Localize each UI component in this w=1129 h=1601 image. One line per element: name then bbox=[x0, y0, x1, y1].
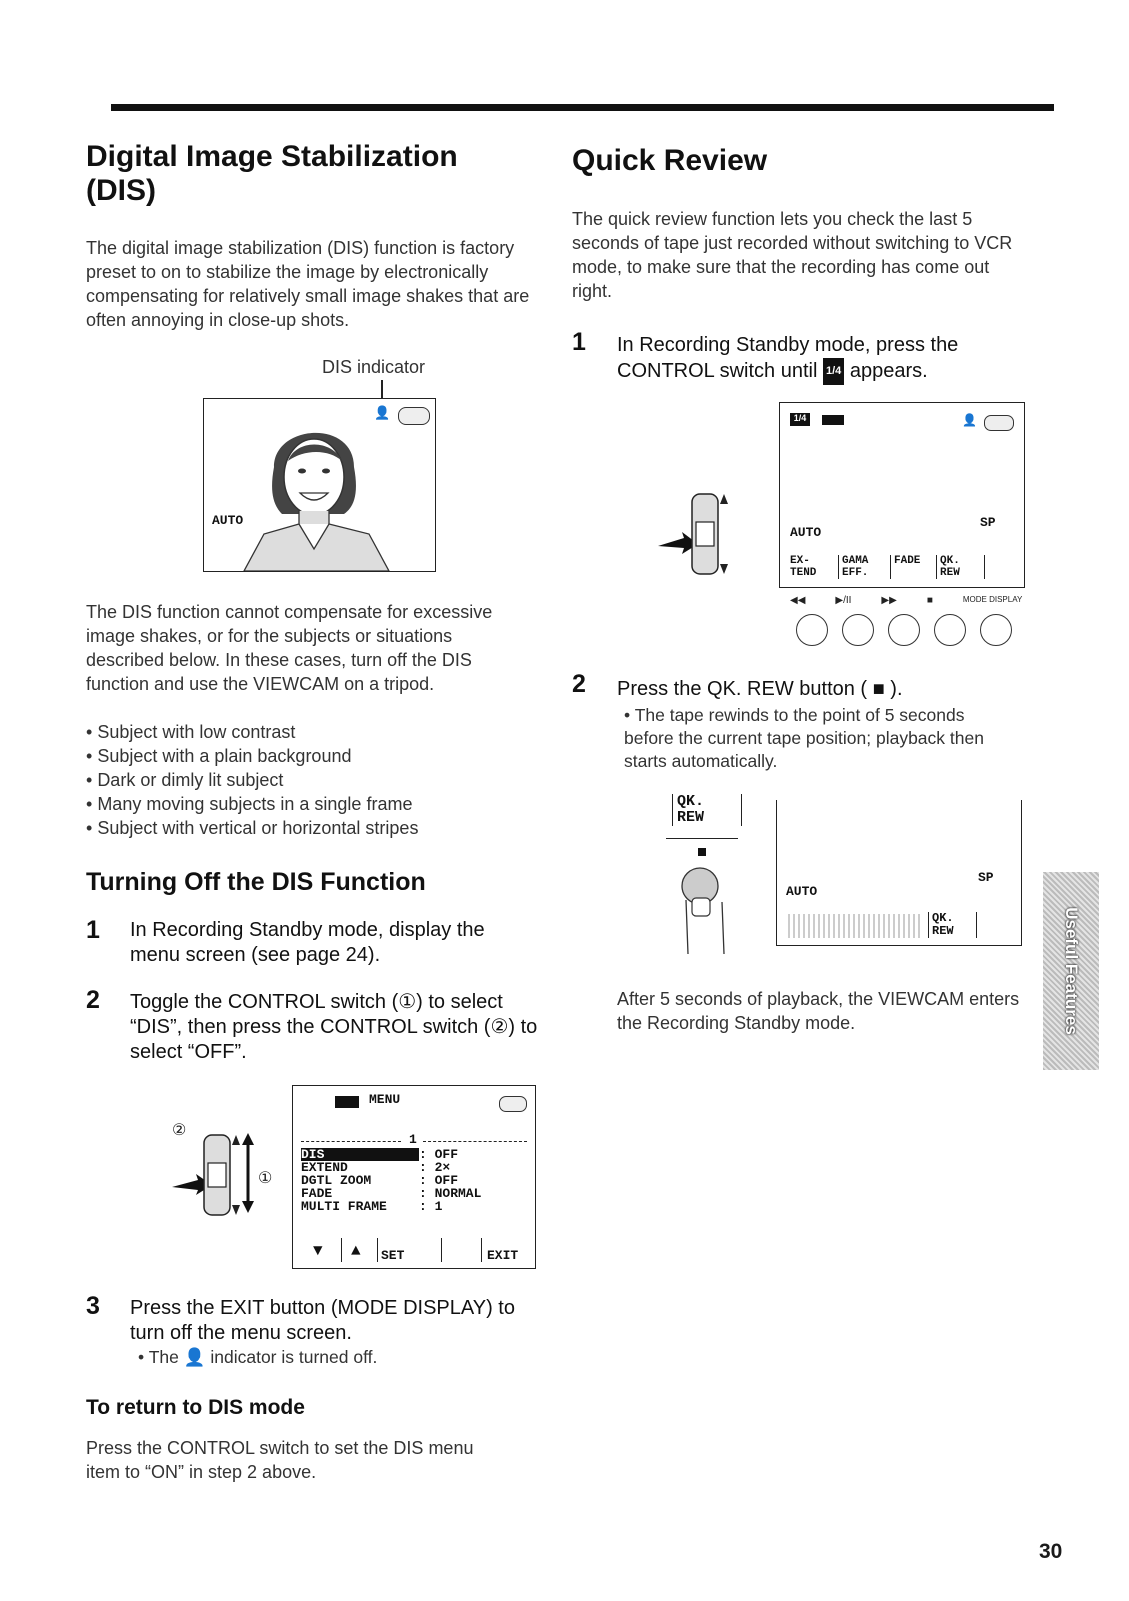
mode-display-label: MODE DISPLAY bbox=[962, 595, 1023, 604]
play-pause-button[interactable] bbox=[842, 614, 874, 646]
step2-sublist bbox=[624, 704, 1014, 773]
control-buttons bbox=[796, 614, 1026, 651]
step-text: Press the QK. REW button ( ■ ). bbox=[617, 678, 903, 700]
mode-display-button[interactable] bbox=[980, 614, 1012, 646]
menu-divider bbox=[441, 1238, 442, 1262]
section-tab: Useful Features bbox=[1043, 872, 1099, 1070]
auto-label: AUTO bbox=[790, 525, 822, 540]
stop-icon bbox=[698, 848, 706, 856]
menu-divider bbox=[423, 1141, 527, 1142]
menu-divider bbox=[301, 1141, 401, 1142]
menu-label: GAMA EFF. bbox=[838, 555, 884, 579]
quick-review-intro: The quick review function lets you check the last 5 seconds of tape just recorded without switching to VCR mode, to make sure that the recording has come out right. bbox=[572, 209, 1013, 301]
portrait-illustration bbox=[204, 399, 435, 571]
dis-title: Digital Image Stabilization (DIS) bbox=[86, 140, 458, 207]
menu-screen bbox=[292, 1085, 536, 1269]
quick-review-title: Quick Review bbox=[572, 144, 768, 177]
cassette-icon bbox=[398, 407, 430, 425]
dis-limits-text: The DIS function cannot compensate for excessive image shakes, or for the subjects or situations described below. In these cases, turn off the DIS function and use the VIEWCAM on a tripod. bbox=[86, 602, 493, 694]
step-number: 3 bbox=[86, 1292, 100, 1320]
menu-label: FADE bbox=[890, 555, 930, 579]
up-arrow-icon: ▲ bbox=[351, 1242, 361, 1260]
button-labels bbox=[790, 595, 1022, 606]
list-item: • Subject with a plain background bbox=[86, 744, 534, 768]
label-underline bbox=[666, 838, 738, 839]
cassette-icon bbox=[984, 415, 1014, 431]
menu-item[interactable]: EXTEND : 2× bbox=[301, 1160, 451, 1175]
callout-1: ① bbox=[258, 1170, 273, 1187]
callout-2: ② bbox=[172, 1122, 187, 1139]
list-item: • Many moving subjects in a single frame bbox=[86, 792, 534, 816]
sp-label: SP bbox=[980, 515, 996, 530]
return-heading: To return to DIS mode bbox=[86, 1396, 305, 1419]
screen2-right-edge bbox=[1021, 800, 1022, 946]
fast-forward-button[interactable] bbox=[888, 614, 920, 646]
qk-rew-button[interactable] bbox=[934, 614, 966, 646]
menu-label: QK. REW bbox=[936, 555, 985, 579]
step-text: Toggle the CONTROL switch (①) to select “DIS”, then press the CONTROL switch (②) to select “OFF”. bbox=[130, 991, 538, 1063]
sp-label: SP bbox=[978, 870, 994, 885]
dis-figure-screen bbox=[203, 398, 436, 572]
return-text: Press the CONTROL switch to set the DIS menu item to “ON” in step 2 above. bbox=[86, 1438, 474, 1482]
fast-forward-label: ▶▶ bbox=[881, 595, 897, 606]
screen2-bottom-edge bbox=[776, 945, 1022, 946]
figure-auto-label: AUTO bbox=[212, 513, 244, 528]
cassette-icon bbox=[499, 1096, 527, 1112]
screen-menu-labels bbox=[790, 555, 985, 579]
step-number: 1 bbox=[572, 328, 586, 356]
dis-limits-list bbox=[86, 720, 534, 840]
list-item: • The 👤 indicator is turned off. bbox=[138, 1346, 538, 1369]
header-rule bbox=[111, 104, 1054, 111]
menu-item[interactable]: FADE : NORMAL bbox=[301, 1186, 482, 1201]
finger-icon bbox=[676, 864, 736, 959]
play-pause-label: ▶/II bbox=[835, 595, 852, 606]
auto-label: AUTO bbox=[786, 884, 818, 899]
menu-item[interactable]: DGTL ZOOM : OFF bbox=[301, 1173, 459, 1188]
turn-off-heading: Turning Off the DIS Function bbox=[86, 868, 426, 896]
dimmed-menu-labels bbox=[788, 914, 922, 938]
quick-review-screen bbox=[779, 402, 1025, 588]
control-switch-icon bbox=[170, 1125, 273, 1225]
list-item: • The tape rewinds to the point of 5 seconds before the current tape position; playback then starts automatically. bbox=[624, 704, 1014, 773]
menu-page: 1 bbox=[409, 1132, 417, 1147]
menu-items bbox=[301, 1148, 481, 1213]
battery-icon bbox=[822, 415, 844, 425]
dis-indicator-label: DIS indicator bbox=[322, 357, 426, 377]
menu-title: MENU bbox=[369, 1092, 401, 1107]
step-number: 2 bbox=[86, 986, 100, 1014]
control-switch-icon bbox=[656, 486, 734, 582]
stop-label: ■ bbox=[926, 595, 933, 606]
exit-label: EXIT bbox=[487, 1248, 519, 1263]
menu-label: EX- TEND bbox=[790, 555, 817, 579]
page-number: 30 bbox=[1039, 1540, 1063, 1563]
dis-indicator-icon: 👤 bbox=[374, 405, 391, 420]
list-item: • Subject with vertical or horizontal stripes bbox=[86, 816, 534, 840]
menu-divider bbox=[377, 1238, 378, 1262]
step-text: In Recording Standby mode, display the menu screen (see page 24). bbox=[130, 919, 485, 966]
step3-sublist bbox=[138, 1346, 538, 1369]
battery-icon bbox=[335, 1096, 359, 1108]
rewind-button[interactable] bbox=[796, 614, 828, 646]
menu-divider bbox=[481, 1238, 482, 1262]
dis-indicator-icon: 👤 bbox=[962, 413, 977, 427]
quick-review-outro: After 5 seconds of playback, the VIEWCAM enters the Recording Standby mode. bbox=[617, 989, 1020, 1033]
dis-intro: The digital image stabilization (DIS) function is factory preset to on to stabilize the image by electronically compensating for relatively small image shakes that are often annoying in close-up shots. bbox=[86, 238, 530, 330]
qk-rew-key-label: QK. REW bbox=[672, 794, 742, 826]
menu-divider bbox=[341, 1238, 342, 1262]
down-arrow-icon: ▼ bbox=[313, 1242, 323, 1260]
qk-rew-screen-label: QK. REW bbox=[928, 912, 977, 938]
list-item: • Dark or dimly lit subject bbox=[86, 768, 534, 792]
screen2-left-edge bbox=[776, 800, 777, 946]
step-text: In Recording Standby mode, press the CONTROL switch until 1/4 appears. bbox=[617, 333, 1017, 385]
menu-item[interactable]: DIS : OFF bbox=[301, 1147, 459, 1162]
menu-item[interactable]: MULTI FRAME : 1 bbox=[301, 1199, 443, 1214]
step-number: 2 bbox=[572, 670, 586, 698]
quarter-icon: 1/4 bbox=[790, 413, 810, 426]
set-label: SET bbox=[381, 1248, 405, 1263]
step-number: 1 bbox=[86, 916, 100, 944]
rewind-label: ◀◀ bbox=[790, 595, 806, 606]
quarter-icon: 1/4 bbox=[823, 358, 844, 385]
step-text: Press the EXIT button (MODE DISPLAY) to turn off the menu screen. bbox=[130, 1297, 515, 1344]
list-item: • Subject with low contrast bbox=[86, 720, 534, 744]
